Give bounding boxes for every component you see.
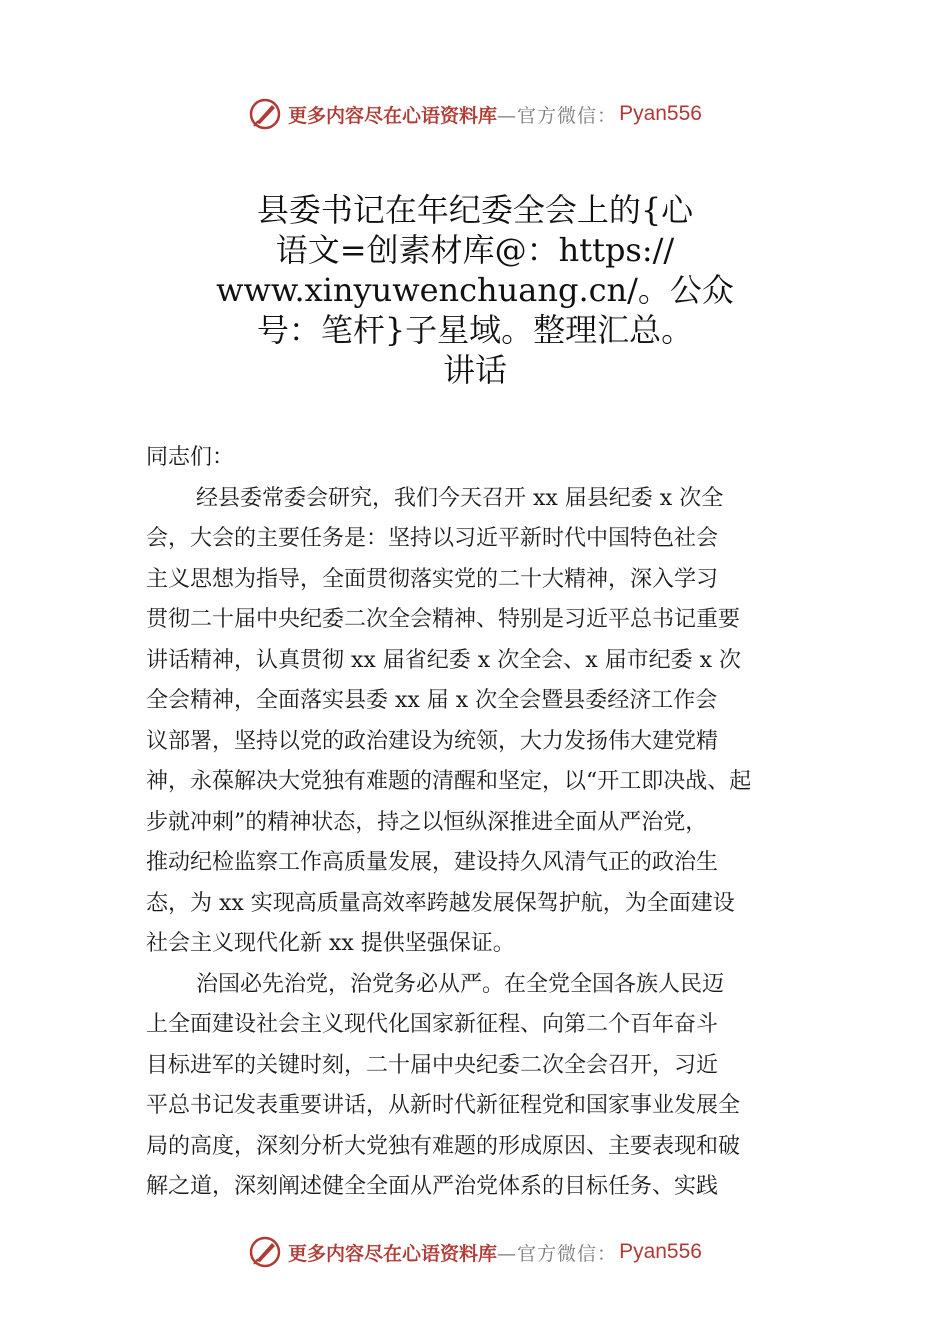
banner-wechat-id: Pyan556 xyxy=(619,1240,702,1263)
body-line: 治国必先治党，治党务必从严。在全党全国各族人民迈 xyxy=(196,971,725,997)
body-line: 步就冲刺”的精神状态，持之以恒纵深推进全面从严治党， xyxy=(146,809,708,835)
body-line: 社会主义现代化新 xx 提供坚强保证。 xyxy=(146,931,515,956)
document-body xyxy=(146,438,826,1208)
salutation: 同志们： xyxy=(146,445,235,470)
body-line: 贯彻二十届中央纪委二次全会精神、特别是习近平总书记重要 xyxy=(146,607,741,632)
banner-wechat-label: —官方微信： xyxy=(497,104,618,127)
banner-text: 更多内容尽在心语资料库 xyxy=(288,104,498,127)
title-line: 号：笔杆}子星域。整理汇总。 xyxy=(256,311,694,349)
title-line: 县委书记在年纪委全会上的{心 xyxy=(256,191,694,229)
body-line: 解之道，深刻阐述健全全面从严治党体系的目标任务、实践 xyxy=(146,1174,719,1199)
document-title xyxy=(150,190,800,390)
banner-wechat-label: —官方微信： xyxy=(497,1242,618,1265)
body-line: 神，永葆解决大党独有难题的清醒和坚定，以“开工即决战、起 xyxy=(146,769,752,794)
body-line: 推动纪检监察工作高质量发展，建设持久风清气正的政治生 xyxy=(146,850,719,875)
body-line: 议部署，坚持以党的政治建设为统领，大力发扬伟大建党精 xyxy=(146,728,719,754)
quill-logo-icon xyxy=(248,1235,282,1269)
body-line: 目标进军的关键时刻，二十届中央纪委二次全会召开，习近 xyxy=(146,1052,719,1078)
body-line: 讲话精神，认真贯彻 xx 届省纪委 x 次全会、x 届市纪委 x 次 xyxy=(146,647,741,673)
title-line: www.xinyuwenchuang.cn/。公众 xyxy=(216,271,734,309)
banner-wechat-id: Pyan556 xyxy=(619,102,702,125)
header-banner xyxy=(0,94,950,134)
body-line: 会，大会的主要任务是：坚持以习近平新时代中国特色社会 xyxy=(146,526,719,551)
body-line: 平总书记发表重要讲话，从新时代新征程党和国家事业发展全 xyxy=(146,1093,741,1118)
quill-logo-icon xyxy=(248,97,282,131)
title-line: 语文=创素材库@：https:// xyxy=(275,231,675,269)
title-line: 讲话 xyxy=(442,351,507,389)
body-line: 经县委常委会研究，我们今天召开 xx 届县纪委 x 次全 xyxy=(196,485,724,511)
footer-banner xyxy=(0,1232,950,1272)
body-line: 态，为 xx 实现高质量高效率跨越发展保驾护航，为全面建设 xyxy=(146,890,735,916)
banner-text: 更多内容尽在心语资料库 xyxy=(288,1242,498,1265)
body-line: 上全面建设社会主义现代化国家新征程、向第二个百年奋斗 xyxy=(146,1012,719,1037)
body-line: 局的高度，深刻分析大党独有难题的形成原因、主要表现和破 xyxy=(146,1133,741,1159)
body-line: 主义思想为指导，全面贯彻落实党的二十大精神，深入学习 xyxy=(146,566,719,592)
body-line: 全会精神，全面落实县委 xx 届 x 次全会暨县委经济工作会 xyxy=(146,688,718,713)
